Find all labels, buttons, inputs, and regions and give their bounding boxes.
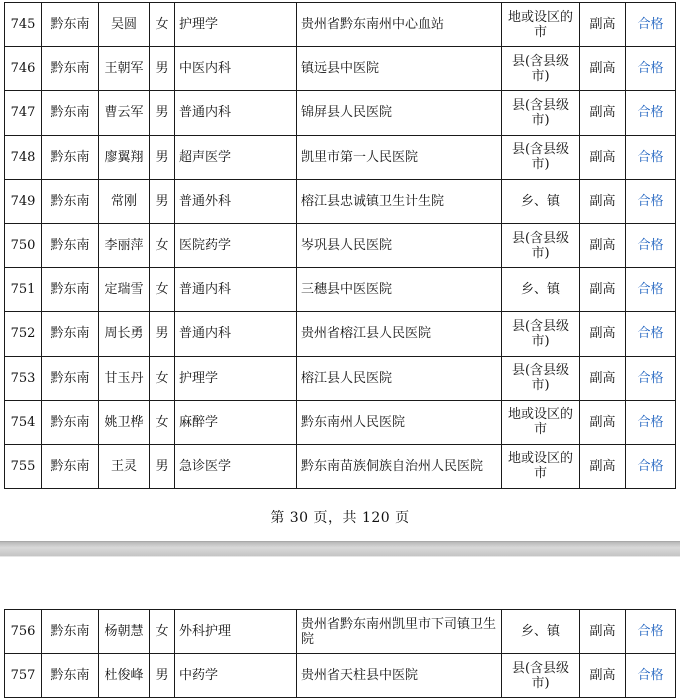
cell-level: 县(含县级市) — [502, 312, 580, 356]
table-row — [5, 444, 676, 488]
cell-result: 合格 — [626, 444, 676, 488]
table-row — [5, 312, 676, 356]
cell-specialty: 麻醉学 — [175, 400, 297, 444]
cell-name: 常刚 — [99, 179, 150, 223]
cell-gender: 男 — [150, 654, 175, 698]
cell-level: 乡、镇 — [502, 179, 580, 223]
cell-title: 副高 — [580, 444, 626, 488]
cell-specialty: 中医内科 — [175, 47, 297, 91]
cell-gender: 女 — [150, 268, 175, 312]
cell-specialty: 普通内科 — [175, 91, 297, 135]
cell-unit: 镇远县中医院 — [297, 47, 502, 91]
cell-gender: 男 — [150, 444, 175, 488]
table-row — [5, 400, 676, 444]
cell-specialty: 普通内科 — [175, 312, 297, 356]
cell-name: 李丽萍 — [99, 223, 150, 267]
cell-gender: 女 — [150, 356, 175, 400]
cell-region: 黔东南 — [42, 135, 99, 179]
cell-number: 752 — [5, 312, 42, 356]
cell-region: 黔东南 — [42, 47, 99, 91]
cell-unit: 凯里市第一人民医院 — [297, 135, 502, 179]
cell-name: 王灵 — [99, 444, 150, 488]
cell-region: 黔东南 — [42, 91, 99, 135]
results-table-body — [5, 3, 676, 489]
cell-region: 黔东南 — [42, 654, 99, 698]
cell-title: 副高 — [580, 356, 626, 400]
cell-region: 黔东南 — [42, 610, 99, 654]
cell-level: 地或设区的市 — [502, 444, 580, 488]
table-row — [5, 654, 676, 698]
cell-region: 黔东南 — [42, 356, 99, 400]
cell-result: 合格 — [626, 610, 676, 654]
cell-unit: 榕江县人民医院 — [297, 356, 502, 400]
cell-gender: 男 — [150, 91, 175, 135]
cell-title: 副高 — [580, 268, 626, 312]
cell-specialty: 急诊医学 — [175, 444, 297, 488]
cell-specialty: 普通外科 — [175, 179, 297, 223]
cell-name: 吴圆 — [99, 3, 150, 47]
cell-gender: 男 — [150, 47, 175, 91]
cell-name: 姚卫桦 — [99, 400, 150, 444]
cell-result: 合格 — [626, 356, 676, 400]
table-row — [5, 91, 676, 135]
cell-unit: 贵州省天柱县中医院 — [297, 654, 502, 698]
cell-result: 合格 — [626, 312, 676, 356]
cell-specialty: 超声医学 — [175, 135, 297, 179]
cell-title: 副高 — [580, 179, 626, 223]
table-row — [5, 47, 676, 91]
cell-result: 合格 — [626, 654, 676, 698]
cell-specialty: 医院药学 — [175, 223, 297, 267]
cell-title: 副高 — [580, 91, 626, 135]
results-table-page-31 — [4, 609, 676, 698]
results-table-page-30 — [4, 2, 676, 489]
cell-title: 副高 — [580, 3, 626, 47]
cell-specialty: 外科护理 — [175, 610, 297, 654]
table-row — [5, 223, 676, 267]
cell-number: 756 — [5, 610, 42, 654]
cell-title: 副高 — [580, 610, 626, 654]
cell-unit: 黔东南苗族侗族自治州人民医院 — [297, 444, 502, 488]
cell-name: 杨朝慧 — [99, 610, 150, 654]
cell-gender: 女 — [150, 610, 175, 654]
cell-region: 黔东南 — [42, 179, 99, 223]
cell-unit: 贵州省黔东南州中心血站 — [297, 3, 502, 47]
cell-number: 745 — [5, 3, 42, 47]
cell-region: 黔东南 — [42, 3, 99, 47]
cell-gender: 男 — [150, 135, 175, 179]
cell-title: 副高 — [580, 312, 626, 356]
cell-name: 定瑞雪 — [99, 268, 150, 312]
cell-result: 合格 — [626, 400, 676, 444]
cell-title: 副高 — [580, 135, 626, 179]
cell-number: 753 — [5, 356, 42, 400]
cell-region: 黔东南 — [42, 268, 99, 312]
cell-level: 县(含县级市) — [502, 223, 580, 267]
cell-name: 杜俊峰 — [99, 654, 150, 698]
table-row — [5, 356, 676, 400]
cell-specialty: 护理学 — [175, 356, 297, 400]
cell-gender: 男 — [150, 179, 175, 223]
cell-result: 合格 — [626, 135, 676, 179]
cell-number: 754 — [5, 400, 42, 444]
cell-level: 县(含县级市) — [502, 91, 580, 135]
cell-region: 黔东南 — [42, 312, 99, 356]
cell-number: 755 — [5, 444, 42, 488]
cell-level: 县(含县级市) — [502, 356, 580, 400]
cell-region: 黔东南 — [42, 223, 99, 267]
table-row — [5, 3, 676, 47]
cell-result: 合格 — [626, 223, 676, 267]
results-table-body — [5, 610, 676, 698]
cell-number: 747 — [5, 91, 42, 135]
cell-number: 748 — [5, 135, 42, 179]
page-separator — [0, 541, 680, 557]
cell-level: 地或设区的市 — [502, 400, 580, 444]
cell-level: 乡、镇 — [502, 268, 580, 312]
cell-number: 757 — [5, 654, 42, 698]
cell-unit: 锦屏县人民医院 — [297, 91, 502, 135]
cell-result: 合格 — [626, 3, 676, 47]
cell-gender: 女 — [150, 3, 175, 47]
cell-result: 合格 — [626, 179, 676, 223]
cell-level: 地或设区的市 — [502, 3, 580, 47]
cell-name: 曹云军 — [99, 91, 150, 135]
cell-number: 751 — [5, 268, 42, 312]
cell-specialty: 普通内科 — [175, 268, 297, 312]
cell-number: 749 — [5, 179, 42, 223]
cell-name: 甘玉丹 — [99, 356, 150, 400]
page-footer: 第 30 页，共 120 页 — [270, 510, 410, 526]
cell-result: 合格 — [626, 47, 676, 91]
table-row — [5, 610, 676, 654]
cell-title: 副高 — [580, 400, 626, 444]
cell-level: 县(含县级市) — [502, 654, 580, 698]
cell-unit: 贵州省黔东南州凯里市下司镇卫生院 — [297, 610, 502, 654]
cell-region: 黔东南 — [42, 400, 99, 444]
cell-gender: 女 — [150, 400, 175, 444]
cell-title: 副高 — [580, 654, 626, 698]
cell-level: 乡、镇 — [502, 610, 580, 654]
cell-region: 黔东南 — [42, 444, 99, 488]
table-row — [5, 135, 676, 179]
cell-number: 750 — [5, 223, 42, 267]
cell-gender: 男 — [150, 312, 175, 356]
cell-unit: 三穗县中医医院 — [297, 268, 502, 312]
cell-specialty: 护理学 — [175, 3, 297, 47]
cell-number: 746 — [5, 47, 42, 91]
cell-title: 副高 — [580, 47, 626, 91]
cell-level: 县(含县级市) — [502, 47, 580, 91]
table-row — [5, 268, 676, 312]
cell-result: 合格 — [626, 91, 676, 135]
cell-unit: 岑巩县人民医院 — [297, 223, 502, 267]
cell-title: 副高 — [580, 223, 626, 267]
cell-unit: 贵州省榕江县人民医院 — [297, 312, 502, 356]
cell-unit: 榕江县忠诚镇卫生计生院 — [297, 179, 502, 223]
cell-name: 王朝军 — [99, 47, 150, 91]
cell-name: 廖翼翔 — [99, 135, 150, 179]
cell-gender: 女 — [150, 223, 175, 267]
cell-specialty: 中药学 — [175, 654, 297, 698]
table-row — [5, 179, 676, 223]
cell-unit: 黔东南州人民医院 — [297, 400, 502, 444]
cell-result: 合格 — [626, 268, 676, 312]
cell-level: 县(含县级市) — [502, 135, 580, 179]
cell-name: 周长勇 — [99, 312, 150, 356]
